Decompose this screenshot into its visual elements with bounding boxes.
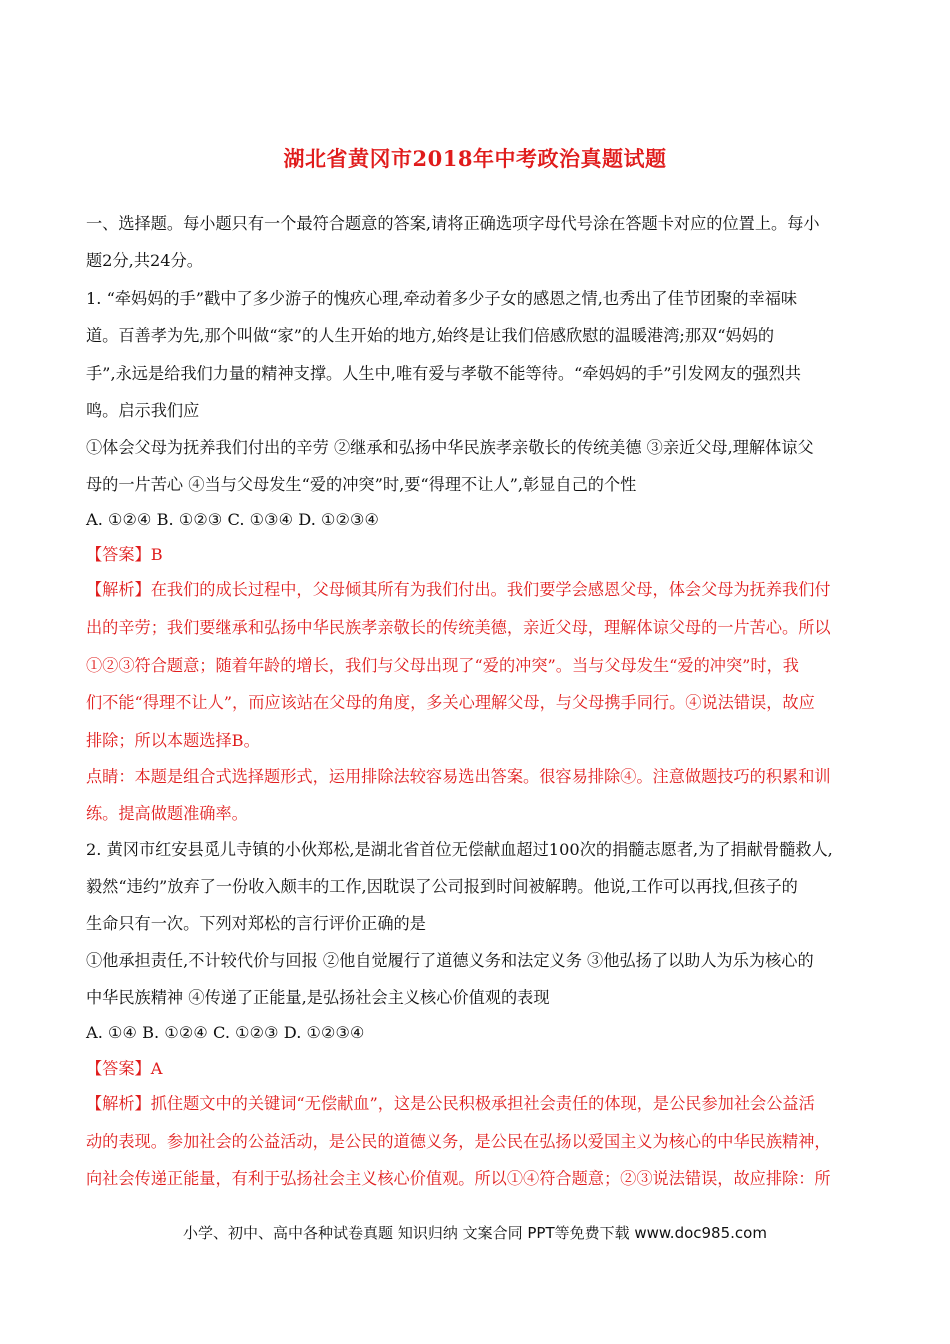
q1-analysis: 们不能“得理不让人”，而应该站在父母的角度，多关心理解父母，与父母携手同行。④说法错误，故应 [86,693,815,712]
q1-stem: 手”,永远是给我们力量的精神支撑。人生中,唯有爱与孝敬不能等待。“牵妈妈的手”引发网友的强烈共 [86,364,801,383]
q2-stem: 毅然“违约”放弃了一份收入颇丰的工作,因耽误了公司报到时间被解聘。他说,工作可以再找,但孩子的 [86,877,798,896]
q1-statements: 母的一片苦心 ④当与父母发生“爱的冲突”时,要“得理不让人”,彰显自己的个性 [86,475,637,494]
document-title: 湖北省黄冈市2018年中考政治真题试题 [283,146,667,171]
q2-statements: ①他承担责任,不计较代价与回报 ②他自觉履行了道德义务和法定义务 ③他弘扬了以助人为乐为核心的 [86,951,814,970]
q2-options: A. ①④ B. ①②④ C. ①②③ D. ①②③④ [86,1023,365,1042]
q1-analysis: 【解析】在我们的成长过程中，父母倾其所有为我们付出。我们要学会感恩父母，体会父母为抚养我们付 [86,580,831,599]
section-instruction: 一、选择题。每小题只有一个最符合题意的答案,请将正确选项字母代号涂在答题卡对应的位置上。每小 [86,214,820,233]
q1-analysis: ①②③符合题意；随着年龄的增长，我们与父母出现了“爱的冲突”。当与父母发生“爱的冲突”时，我 [86,656,799,675]
q2-analysis: 【解析】抓住题文中的关键词“无偿献血”，这是公民积极承担社会责任的体现，是公民参加社会公益活 [86,1094,815,1113]
q1-tip: 练。提高做题准确率。 [86,804,248,823]
q2-analysis: 向社会传递正能量，有利于弘扬社会主义核心价值观。所以①④符合题意；②③说法错误，故应排除：所 [86,1169,831,1188]
q1-analysis: 出的辛劳；我们要继承和弘扬中华民族孝亲敬长的传统美德，亲近父母，理解体谅父母的一片苦心。所以 [86,618,831,637]
q2-stem: 生命只有一次。下列对郑松的言行评价正确的是 [86,914,426,933]
q1-analysis: 排除；所以本题选择B。 [86,731,260,750]
q2-answer: 【答案】A [86,1059,163,1078]
q1-stem: 鸣。启示我们应 [86,401,200,420]
q1-stem: 1. “牵妈妈的手”戳中了多少游子的愧疚心理,牵动着多少子女的感恩之情,也秀出了佳节团聚的幸福味 [86,289,798,308]
q1-statements: ①体会父母为抚养我们付出的辛劳 ②继承和弘扬中华民族孝亲敬长的传统美德 ③亲近父母,理解体谅父 [86,438,814,457]
q2-stem: 2. 黄冈市红安县觅儿寺镇的小伙郑松,是湖北省首位无偿献血超过100次的捐髓志愿者,为了捐献骨髓救人, [86,840,833,859]
q1-answer: 【答案】B [86,545,163,564]
q1-stem: 道。百善孝为先,那个叫做“家”的人生开始的地方,始终是让我们倍感欣慰的温暖港湾;那双“妈妈的 [86,326,775,345]
q1-tip: 点睛：本题是组合式选择题形式，运用排除法较容易选出答案。很容易排除④。注意做题技巧的积累和训 [86,767,831,786]
q2-analysis: 动的表现。参加社会的公益活动，是公民的道德义务，是公民在弘扬以爱国主义为核心的中华民族精神， [86,1132,831,1151]
q1-options: A. ①②④ B. ①②③ C. ①③④ D. ①②③④ [86,510,380,529]
section-instruction: 题2分,共24分。 [86,251,203,270]
q2-statements: 中华民族精神 ④传递了正能量,是弘扬社会主义核心价值观的表现 [86,988,550,1007]
page-footer: 小学、初中、高中各种试卷真题 知识归纳 文案合同 PPT等免费下载 www.doc985.com [183,1224,767,1242]
